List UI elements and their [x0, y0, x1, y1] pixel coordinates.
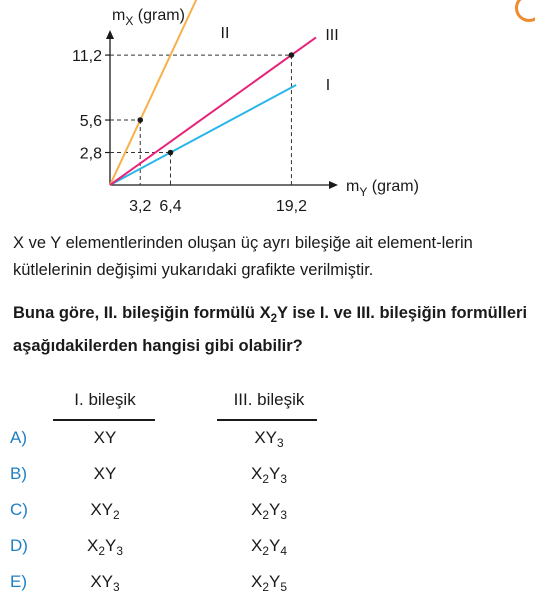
- y-axis-arrow: [106, 30, 114, 39]
- header-compound-1: I. bileşik: [74, 390, 136, 409]
- formula-element: X: [251, 572, 263, 591]
- data-point-0: [137, 117, 143, 123]
- option-letter[interactable]: B): [10, 464, 27, 483]
- option-letter[interactable]: E): [10, 572, 27, 591]
- option-letter[interactable]: C): [10, 500, 28, 519]
- mass-chart: [0, 0, 535, 225]
- series-label-I: I: [325, 77, 331, 94]
- formula-element: XY: [90, 572, 114, 591]
- series-label-III: III: [325, 27, 339, 44]
- formula-element: Y: [105, 536, 117, 555]
- formula-compound-3: [254, 428, 284, 451]
- formula-element: XY: [254, 428, 278, 447]
- formula-compound-1: [90, 572, 120, 595]
- x-tick-label: 6,4: [159, 198, 182, 215]
- answer-option[interactable]: [0, 572, 535, 608]
- formula-subscript: 3: [277, 436, 284, 451]
- x-axis-arrow: [329, 181, 338, 189]
- formula-element: XY: [90, 500, 114, 519]
- formula-element: XY: [93, 464, 117, 483]
- formula-compound-1: [87, 536, 123, 559]
- formula-element: X: [251, 464, 263, 483]
- option-compound-3: [204, 572, 334, 594]
- formula-element: XY: [93, 428, 117, 447]
- answer-option[interactable]: [0, 464, 535, 500]
- series-line-III: [110, 37, 316, 185]
- option-compound-3: [204, 428, 334, 450]
- formula-compound-1: [90, 500, 120, 523]
- header-rule-1: [53, 419, 155, 421]
- formula-element: Y: [269, 464, 281, 483]
- option-compound-3: [204, 464, 334, 486]
- formula-subscript: 3: [280, 472, 287, 487]
- question-text: [13, 300, 533, 360]
- y-axis-title-sub: X: [125, 14, 134, 28]
- formula-compound-1: [94, 464, 117, 483]
- option-letter[interactable]: A): [10, 428, 27, 447]
- formula-subscript: 4: [280, 544, 287, 559]
- option-compound-1: [40, 500, 170, 522]
- formula-element: Y: [269, 572, 281, 591]
- x-axis-title-unit: (gram): [367, 178, 419, 195]
- formula-element: X: [251, 536, 263, 555]
- formula-compound-3: [251, 500, 287, 523]
- formula-compound-3: [251, 464, 287, 487]
- formula-subscript: 3: [116, 544, 123, 559]
- formula-compound-3: [251, 536, 287, 559]
- formula-subscript: 3: [113, 580, 120, 595]
- formula-element: Y: [269, 536, 281, 555]
- formula-element: Y: [269, 500, 281, 519]
- series-label-II: II: [220, 25, 230, 42]
- formula-subscript: 2: [98, 544, 105, 559]
- option-compound-1: [40, 536, 170, 558]
- x-axis-title-main: m: [346, 178, 360, 195]
- answer-option[interactable]: [0, 536, 535, 572]
- statement-text: X ve Y elementlerinden oluşan üç ayrı bileşiğe ait element-lerin kütlelerinin değişimi yukarıdaki grafikte verilmiştir.: [13, 234, 473, 279]
- answer-option[interactable]: [0, 500, 535, 536]
- option-compound-3: [204, 536, 334, 558]
- question-subscript: 2: [270, 313, 278, 326]
- x-axis-title: [346, 178, 419, 199]
- series-line-I: [110, 85, 296, 185]
- x-tick-label: 19,2: [275, 198, 308, 215]
- formula-subscript: 2: [262, 580, 269, 595]
- y-axis-title-unit: (gram): [133, 7, 185, 24]
- formula-subscript: 2: [262, 508, 269, 523]
- formula-subscript: 5: [280, 580, 287, 595]
- y-axis-title: [112, 7, 185, 28]
- header-compound-3: III. bileşik: [233, 390, 305, 409]
- y-tick-label: 11,2: [72, 48, 102, 66]
- formula-subscript: 2: [113, 508, 120, 523]
- option-compound-1: [40, 428, 170, 448]
- y-tick-label: 2,8: [79, 145, 102, 163]
- y-tick-label: 5,6: [79, 113, 102, 131]
- option-letter[interactable]: D): [10, 536, 28, 555]
- formula-element: X: [251, 500, 263, 519]
- x-tick-label: 3,2: [129, 198, 152, 215]
- formula-element: X: [87, 536, 99, 555]
- formula-subscript: 2: [262, 472, 269, 487]
- question-part2: Y ise I. ve III. bileşiğin formülleri aşağıdakilerden hangisi gibi olabilir?: [13, 304, 528, 356]
- formula-subscript: 2: [262, 544, 269, 559]
- data-point-2: [289, 52, 295, 58]
- question-part1: Buna göre, II. bileşiğin formülü X: [13, 304, 271, 322]
- answer-option[interactable]: [0, 428, 535, 464]
- y-axis-title-main: m: [112, 7, 126, 24]
- formula-compound-3: [251, 572, 287, 595]
- data-point-1: [168, 150, 174, 156]
- option-compound-3: [204, 500, 334, 522]
- formula-compound-1: [94, 428, 117, 447]
- option-compound-1: [40, 464, 170, 484]
- formula-subscript: 3: [280, 508, 287, 523]
- header-rule-3: [217, 419, 317, 421]
- x-axis-title-sub: Y: [359, 185, 368, 199]
- option-compound-1: [40, 572, 170, 594]
